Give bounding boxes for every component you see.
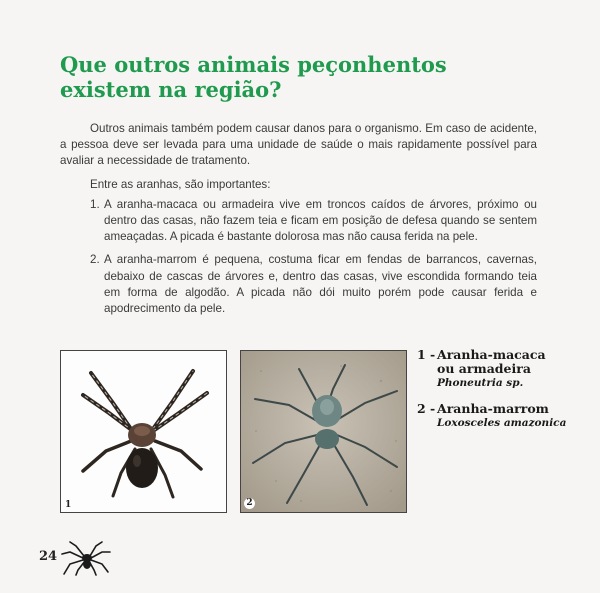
page-title: [60, 52, 480, 102]
caption-common-name: Aranha-macaca: [437, 347, 546, 362]
photo-number: 1: [65, 500, 72, 510]
caption-common-name-cont: ou armadeira: [437, 361, 531, 376]
list-item-text: A aranha-marrom é pequena, costuma ficar em fendas de barrancos, cavernas, debaixo de cascas de árvores e, dentro das casas, vive escondida formando teia em forma de algodão. A picada não dói muito porém pode causar ferida e apodrecimento da pele.: [104, 253, 537, 316]
list-item: [90, 197, 537, 246]
body-text: [60, 121, 537, 324]
list-item: [90, 252, 537, 317]
caption-number: 2 -: [417, 401, 436, 416]
photo-captions: [417, 348, 587, 442]
photo-aranha-marrom: [240, 350, 407, 513]
spider-icon: [60, 540, 112, 576]
caption-number: 1 -: [417, 347, 436, 362]
caption-scientific-name: Phoneutria sp.: [437, 377, 524, 389]
title-line-1: Que outros animais peçonhentos: [60, 52, 447, 77]
caption-scientific-name: Loxosceles amazonica: [437, 417, 567, 429]
spider-list: [60, 197, 537, 317]
caption-1: [417, 348, 587, 390]
spider-icon: [241, 351, 406, 512]
photo-number: 2: [244, 498, 255, 509]
title-line-2: existem na região?: [60, 77, 282, 102]
list-item-number: 2.: [90, 253, 100, 267]
list-item-text: A aranha-macaca ou armadeira vive em troncos caídos de árvores, próximo ou dentro das casas, não fazem teia e ficam em posição de defesa quando se sentem ameaçadas. A picada é bastante dolorosa mas não causa ferida na pele.: [104, 197, 537, 244]
spider-icon: [61, 351, 226, 512]
list-item-number: 1.: [90, 197, 100, 211]
intro-paragraph: Outros animais também podem causar danos para o organismo. Em caso de acidente, a pessoa deve ser levada para uma unidade de saúde o mais rapidamente possível para avaliar a necessidade de tratamento.: [60, 122, 537, 168]
caption-2: [417, 402, 587, 430]
lead-paragraph: Entre as aranhas, são importantes:: [90, 177, 271, 191]
page-number: 24: [39, 549, 58, 564]
photo-aranha-macaca: [60, 350, 227, 513]
caption-common-name: Aranha-marrom: [437, 401, 549, 416]
